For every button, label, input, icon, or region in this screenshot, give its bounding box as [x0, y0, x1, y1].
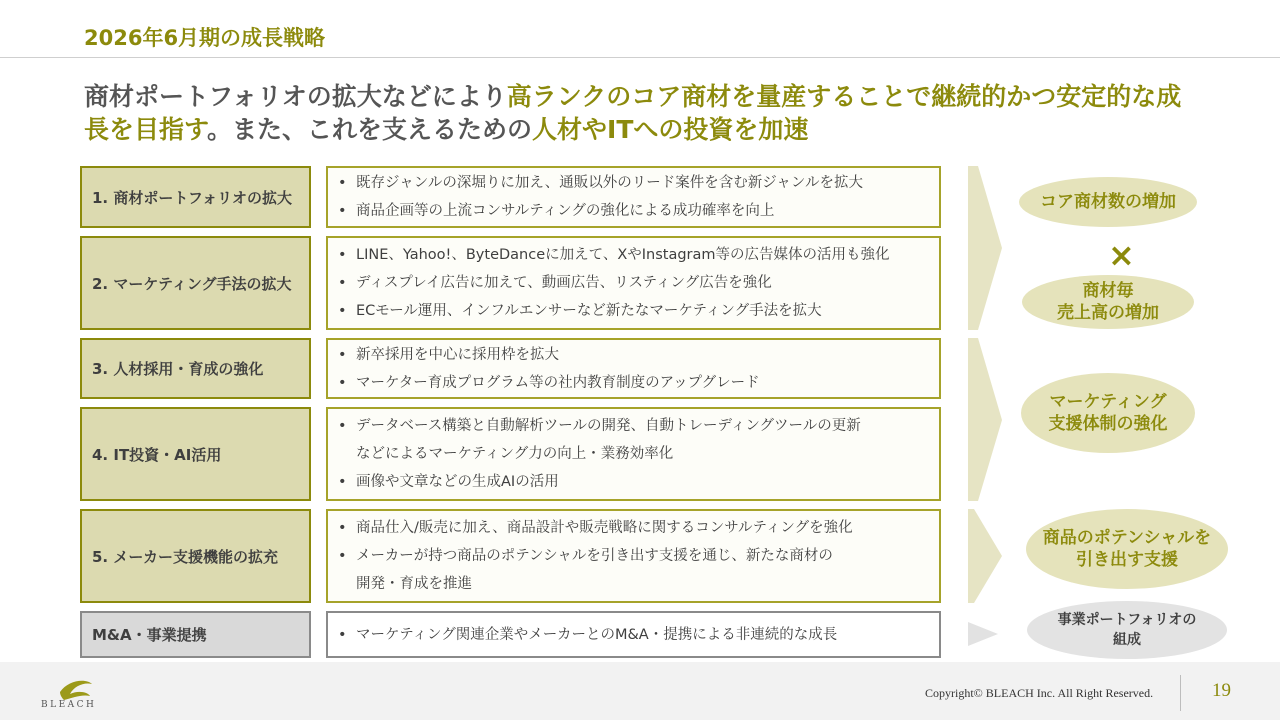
bullet-icon: •	[338, 474, 347, 490]
strategy-label-4: 4. IT投資・AI活用	[80, 407, 311, 501]
chevron-right-icon	[968, 166, 1002, 330]
bullet-item: • 既存ジャンルの深堀りに加え、通販以外のリード案件を含む新ジャンルを拡大	[338, 169, 939, 197]
bullet-icon: •	[338, 520, 347, 536]
strategy-label-2: 2. マーケティング手法の拡大	[80, 236, 311, 330]
strategy-detail-5	[326, 509, 941, 603]
bullet-icon: •	[338, 548, 347, 564]
bullet-icon: •	[338, 418, 347, 434]
bullet-item: • マーケター育成プログラム等の社内教育制度のアップグレード	[338, 369, 939, 397]
outcome-core-count: コア商材数の増加	[1019, 177, 1197, 227]
lead-statement	[84, 80, 1204, 146]
page-title: 2026年6月期の成長戦略	[84, 26, 326, 50]
lead-highlight: 人材やITへの投資を加速	[532, 115, 809, 144]
bullet-icon: •	[338, 374, 347, 391]
strategy-detail-4	[326, 407, 941, 501]
bullet-item: • 画像や文章などの生成AIの活用	[338, 468, 939, 496]
strategy-label-1: 1. 商材ポートフォリオの拡大	[80, 166, 311, 228]
outcome-product-potential: 商品のポテンシャルを 引き出す支援	[1026, 509, 1228, 589]
bullet-icon: •	[338, 303, 347, 319]
lead-segment: 商材ポートフォリオの拡大などにより	[84, 82, 507, 111]
bullet-icon: •	[338, 346, 347, 363]
bullet-item: • LINE、Yahoo!、ByteDanceに加えて、XやInstagram等の広告媒体の活用も強化	[338, 241, 939, 269]
bullet-icon: •	[338, 626, 347, 643]
strategy-label-ma: M&A・事業提携	[80, 611, 311, 658]
bullet-item: • データベース構築と自動解析ツールの開発、自動トレーディングツールの更新	[338, 412, 939, 440]
chevron-right-icon	[968, 338, 1002, 501]
bullet-item: • 商品仕入/販売に加え、商品設計や販売戦略に関するコンサルティングを強化	[338, 514, 939, 542]
outcome-business-portfolio: 事業ポートフォリオの 組成	[1027, 601, 1227, 659]
brand-name: BLEACH	[41, 700, 97, 710]
bullet-continuation: 開発・育成を推進	[356, 576, 472, 592]
lead-highlight: 高ランクのコア商材を量産することで継続的かつ安定的な成長を目指す	[84, 82, 1182, 144]
bullet-item: • 新卒採用を中心に採用枠を拡大	[338, 341, 939, 369]
strategy-label-3: 3. 人材採用・育成の強化	[80, 338, 311, 399]
strategy-label-5: 5. メーカー支援機能の拡充	[80, 509, 311, 603]
page-number: 19	[1212, 680, 1231, 701]
bullet-item: • ECモール運用、インフルエンサーなど新たなマーケティング手法を拡大	[338, 297, 939, 325]
chevron-right-icon	[968, 509, 1002, 603]
strategy-detail-ma	[326, 611, 941, 658]
header-divider	[0, 57, 1280, 58]
copyright-text: Copyright© BLEACH Inc. All Right Reserved.	[925, 686, 1154, 700]
outcome-sales-increase: 商材毎 売上高の増加	[1022, 275, 1194, 329]
times-icon: ×	[1108, 236, 1135, 274]
strategy-detail-3	[326, 338, 941, 399]
bullet-item: • ディスプレイ広告に加えて、動画広告、リスティング広告を強化	[338, 269, 939, 297]
bullet-icon: •	[338, 275, 347, 291]
bullet-continuation: などによるマーケティング力の向上・業務効率化	[356, 446, 674, 462]
strategy-detail-1	[326, 166, 941, 228]
strategy-detail-2	[326, 236, 941, 330]
bullet-item: • マーケティング関連企業やメーカーとのM&A・提携による非連続的な成長	[338, 621, 939, 649]
footer-divider	[1180, 675, 1181, 711]
bullet-icon: •	[338, 247, 347, 263]
triangle-right-icon	[968, 622, 1002, 646]
outcome-marketing-support: マーケティング 支援体制の強化	[1021, 373, 1195, 453]
bullet-item: • メーカーが持つ商品のポテンシャルを引き出す支援を通じ、新たな商材の	[338, 542, 939, 570]
bullet-icon: •	[338, 203, 347, 219]
bullet-item: • 商品企画等の上流コンサルティングの強化による成功確率を向上	[338, 197, 939, 225]
bullet-icon: •	[338, 175, 347, 191]
lead-segment: 。また、これを支えるための	[207, 115, 533, 144]
